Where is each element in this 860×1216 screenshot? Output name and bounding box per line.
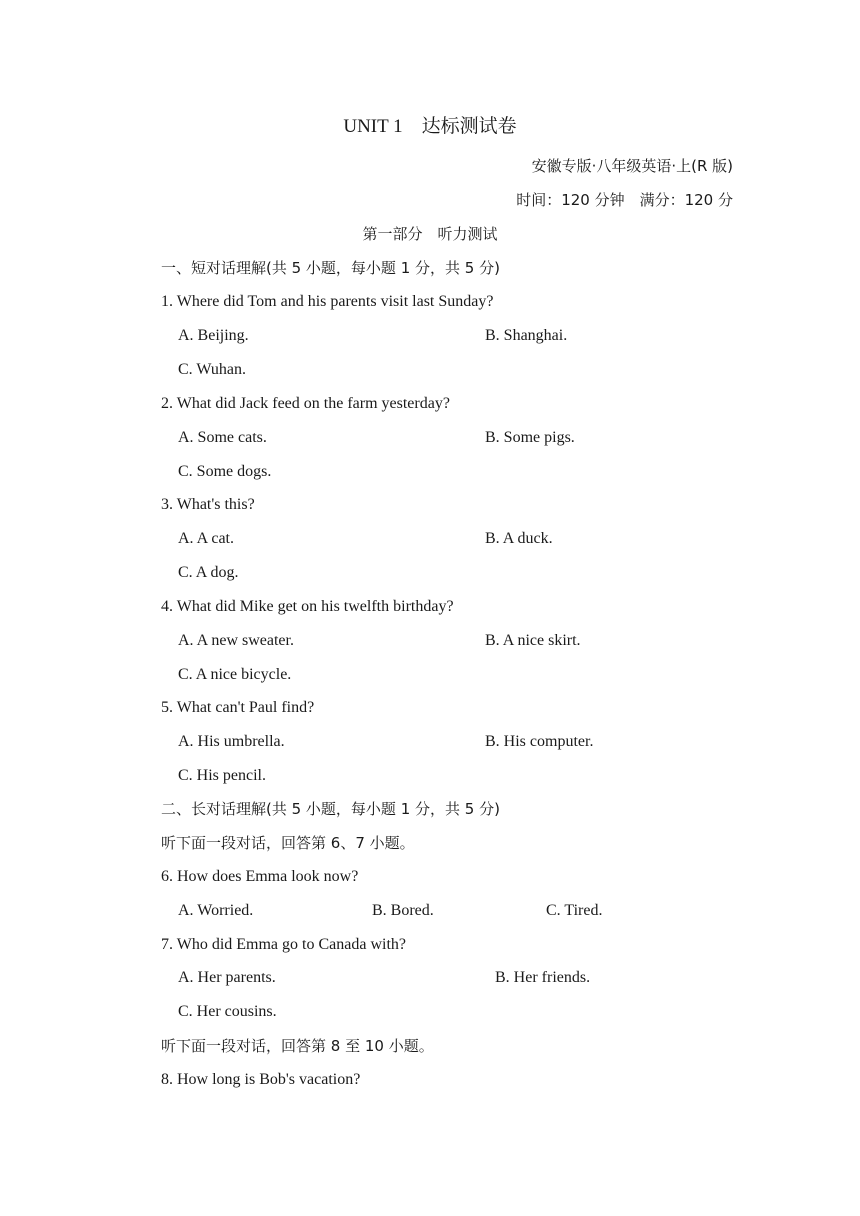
part-heading: 第一部分 听力测试 bbox=[362, 225, 498, 243]
q1-option-b: B. Shanghai. bbox=[485, 327, 568, 344]
q1-option-a: A. Beijing. bbox=[178, 327, 249, 344]
q5-option-b: B. His computer. bbox=[485, 733, 594, 750]
q4-option-a: A. A new sweater. bbox=[178, 632, 294, 649]
section1-heading: 一、短对话理解(共 5 小题，每小题 1 分，共 5 分) bbox=[161, 259, 500, 277]
q2-option-a: A. Some cats. bbox=[178, 429, 267, 446]
question-1: 1. Where did Tom and his parents visit last Sunday? bbox=[161, 293, 494, 310]
page-title: UNIT 1 达标测试卷 bbox=[343, 116, 517, 137]
q2-option-c: C. Some dogs. bbox=[178, 463, 272, 480]
question-8: 8. How long is Bob's vacation? bbox=[161, 1071, 361, 1088]
question-5: 5. What can't Paul find? bbox=[161, 699, 315, 716]
q3-option-b: B. A duck. bbox=[485, 530, 553, 547]
q3-option-c: C. A dog. bbox=[178, 564, 239, 581]
q4-option-b: B. A nice skirt. bbox=[485, 632, 581, 649]
question-6: 6. How does Emma look now? bbox=[161, 868, 359, 885]
q6-option-c: C. Tired. bbox=[546, 902, 603, 919]
question-3: 3. What's this? bbox=[161, 496, 255, 513]
q5-option-c: C. His pencil. bbox=[178, 767, 266, 784]
q4-option-c: C. A nice bicycle. bbox=[178, 666, 292, 683]
q3-option-a: A. A cat. bbox=[178, 530, 234, 547]
q5-option-a: A. His umbrella. bbox=[178, 733, 285, 750]
question-7: 7. Who did Emma go to Canada with? bbox=[161, 936, 406, 953]
instruction-q8-q10: 听下面一段对话，回答第 8 至 10 小题。 bbox=[161, 1037, 434, 1055]
question-4: 4. What did Mike get on his twelfth birthday? bbox=[161, 598, 454, 615]
q2-option-b: B. Some pigs. bbox=[485, 429, 575, 446]
question-2: 2. What did Jack feed on the farm yesterday? bbox=[161, 395, 450, 412]
section2-heading: 二、长对话理解(共 5 小题，每小题 1 分，共 5 分) bbox=[161, 800, 500, 818]
q7-option-c: C. Her cousins. bbox=[178, 1003, 277, 1020]
time-score-line: 时间：120 分钟 满分：120 分 bbox=[516, 191, 733, 209]
q7-option-a: A. Her parents. bbox=[178, 969, 276, 986]
edition-line: 安徽专版·八年级英语·上(R 版) bbox=[531, 157, 733, 175]
q1-option-c: C. Wuhan. bbox=[178, 361, 246, 378]
instruction-q6-q7: 听下面一段对话，回答第 6、7 小题。 bbox=[161, 834, 415, 852]
q7-option-b: B. Her friends. bbox=[495, 969, 591, 986]
q6-option-b: B. Bored. bbox=[372, 902, 434, 919]
q6-option-a: A. Worried. bbox=[178, 902, 254, 919]
